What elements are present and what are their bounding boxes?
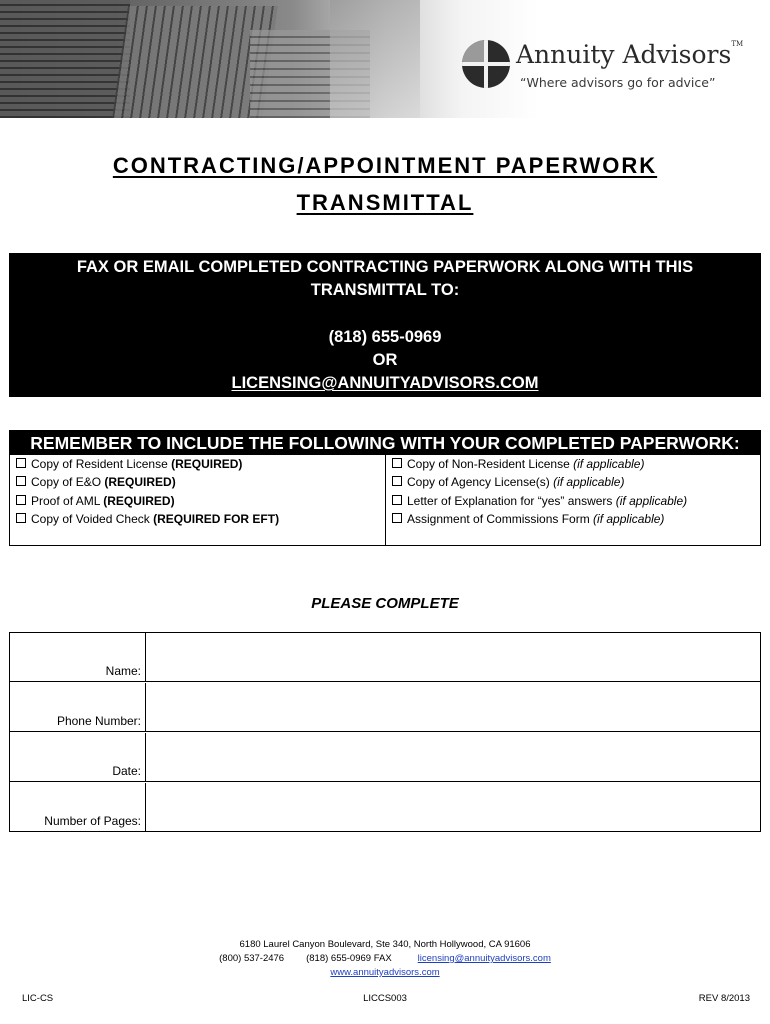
name-label: Name:: [10, 633, 146, 681]
checkbox-icon[interactable]: [392, 495, 402, 505]
logo-tagline: “Where advisors go for advice”: [520, 75, 716, 90]
date-input[interactable]: [147, 733, 760, 781]
logo-circle-icon: [462, 40, 510, 88]
checkbox-icon[interactable]: [392, 476, 402, 486]
form-code-center: LICCS003: [363, 993, 407, 1004]
fax-number: (818) 655-0969: [328, 328, 442, 346]
revision-date: REV 8/2013: [698, 993, 750, 1004]
checklist-item[interactable]: Copy of Non-Resident License (if applicable): [386, 455, 760, 473]
page-title-line1: CONTRACTING/APPOINTMENT PAPERWORK: [112, 153, 658, 178]
checklist-left-column: [10, 455, 386, 545]
footer-email-link[interactable]: licensing@annuityadvisors.com: [417, 953, 551, 964]
checkbox-icon[interactable]: [392, 513, 402, 523]
instruction-line2: TRANSMITTAL TO:: [310, 281, 460, 299]
checklist-item[interactable]: Copy of Voided Check (REQUIRED FOR EFT): [10, 510, 385, 528]
building-image: [330, 0, 420, 118]
footer-address: 6180 Laurel Canyon Boulevard, Ste 340, North Hollywood, CA 91606: [239, 939, 531, 950]
checkbox-icon[interactable]: [16, 495, 26, 505]
checkbox-icon[interactable]: [392, 458, 402, 468]
pages-input[interactable]: [147, 783, 760, 831]
building-image: [0, 0, 130, 118]
logo-name: Annuity Advisors™: [516, 40, 744, 69]
or-text: OR: [372, 351, 398, 369]
contact-form: [9, 632, 761, 832]
footer-website-line: [0, 967, 770, 978]
page-title-line2: TRANSMITTAL: [296, 190, 474, 215]
footer-fax: (818) 655-0969 FAX: [306, 953, 392, 964]
checklist-table: [9, 430, 761, 546]
footer-phone: (800) 537-2476: [219, 953, 285, 964]
checkbox-icon[interactable]: [16, 476, 26, 486]
phone-label: Phone Number:: [10, 683, 146, 731]
form-row-pages: [10, 783, 760, 831]
checklist-item[interactable]: Letter of Explanation for “yes” answers (if applicable): [386, 492, 760, 510]
checklist-item[interactable]: Copy of Agency License(s) (if applicable): [386, 473, 760, 491]
footer-website-link[interactable]: www.annuityadvisors.com: [330, 967, 440, 978]
fax-email-instructions: [9, 253, 761, 397]
header-banner: [0, 0, 770, 118]
checkbox-icon[interactable]: [16, 458, 26, 468]
please-complete-heading: PLEASE COMPLETE: [311, 595, 459, 612]
checklist-item[interactable]: Copy of E&O (REQUIRED): [10, 473, 385, 491]
form-row-phone: [10, 683, 760, 732]
checklist-heading: REMEMBER TO INCLUDE THE FOLLOWING WITH YOUR COMPLETED PAPERWORK:: [10, 431, 760, 455]
pages-label: Number of Pages:: [10, 783, 146, 831]
phone-input[interactable]: [147, 683, 760, 731]
checkbox-icon[interactable]: [16, 513, 26, 523]
footer-contact-line: [0, 953, 770, 964]
name-input[interactable]: [147, 633, 760, 681]
form-row-date: [10, 733, 760, 782]
checklist-item[interactable]: Proof of AML (REQUIRED): [10, 492, 385, 510]
checklist-item[interactable]: Copy of Resident License (REQUIRED): [10, 455, 385, 473]
date-label: Date:: [10, 733, 146, 781]
form-row-name: [10, 633, 760, 682]
instruction-line1: FAX OR EMAIL COMPLETED CONTRACTING PAPERWORK ALONG WITH THIS: [76, 258, 694, 276]
checklist-right-column: [386, 455, 760, 545]
company-logo: [462, 38, 752, 98]
form-code-left: LIC-CS: [22, 993, 54, 1004]
email-address[interactable]: LICENSING@ANNUITYADVISORS.COM: [231, 374, 539, 392]
checklist-item[interactable]: Assignment of Commissions Form (if applicable): [386, 510, 760, 528]
